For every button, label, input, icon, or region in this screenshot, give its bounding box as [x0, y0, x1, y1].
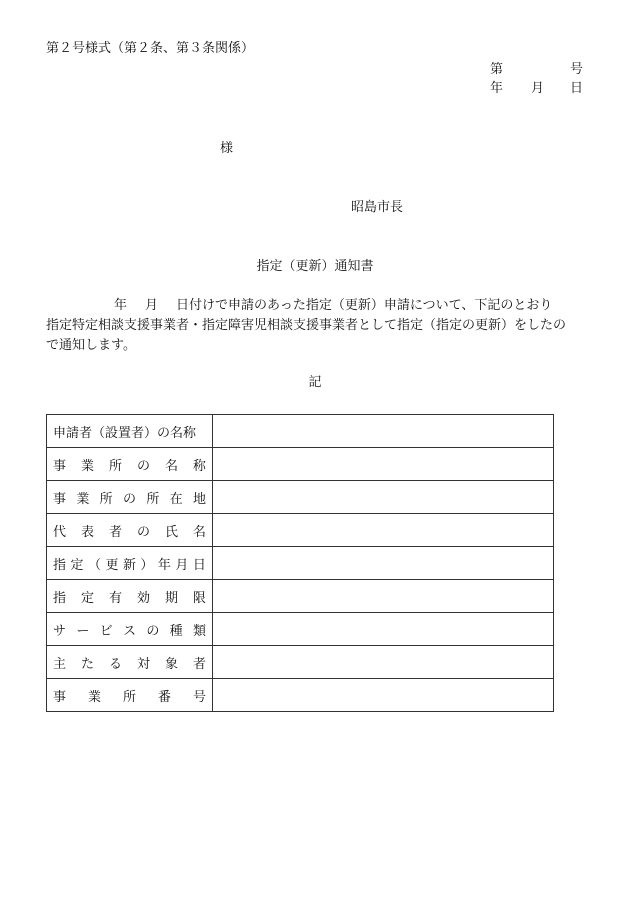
row-label-cell — [47, 415, 213, 448]
row-value-cell[interactable] — [213, 646, 554, 679]
row-label: 申請者（設置者）の名称 — [53, 425, 197, 441]
row-label-cell — [47, 448, 213, 481]
row-label: 指 定 （ 更 新 ） 年 月 日 — [53, 557, 206, 573]
row-label-cell — [47, 547, 213, 580]
body-line-1-rest: 日付けで申請のあった指定（更新）申請について、下記のとおり — [176, 298, 553, 313]
ki-heading: 記 — [308, 375, 322, 390]
date-year-label: 年 — [490, 81, 504, 96]
row-value-cell[interactable] — [213, 481, 554, 514]
body-line-3: で通知します。 — [46, 338, 136, 353]
row-value-cell[interactable] — [213, 613, 554, 646]
date-month-label: 月 — [531, 81, 545, 96]
doc-number-suffix: 号 — [570, 62, 584, 77]
body-month: 月 — [145, 298, 159, 313]
body-text — [46, 296, 586, 356]
table-row — [47, 646, 554, 679]
issuer-name: 昭島市長 — [351, 200, 404, 215]
row-label: 指 定 有 効 期 限 — [53, 590, 206, 606]
row-label: 主 た る 対 象 者 — [53, 656, 206, 672]
table-row — [47, 448, 554, 481]
row-label: 事 業 所 の 名 称 — [53, 458, 206, 474]
row-value-cell[interactable] — [213, 580, 554, 613]
body-line-2: 指定特定相談支援事業者・指定障害児相談支援事業者として指定（指定の更新）をしたの — [46, 318, 567, 333]
details-table — [46, 414, 554, 712]
table-row — [47, 547, 554, 580]
row-label-cell — [47, 679, 213, 712]
row-value-cell[interactable] — [213, 514, 554, 547]
row-value-cell[interactable] — [213, 547, 554, 580]
table-row — [47, 481, 554, 514]
row-label: サ ー ビ ス の 種 類 — [53, 623, 206, 639]
table-row — [47, 613, 554, 646]
doc-number-label: 第 — [490, 62, 504, 77]
table-row — [47, 514, 554, 547]
table-row — [47, 679, 554, 712]
table-row — [47, 580, 554, 613]
form-number: 第２号様式（第２条、第３条関係） — [46, 41, 255, 56]
row-value-cell[interactable] — [213, 448, 554, 481]
date-day-label: 日 — [570, 81, 584, 96]
document-title: 指定（更新）通知書 — [256, 259, 374, 274]
addressee-suffix: 様 — [220, 141, 234, 156]
table-row — [47, 415, 554, 448]
row-label: 代 表 者 の 氏 名 — [53, 524, 206, 540]
row-value-cell[interactable] — [213, 415, 554, 448]
row-label-cell — [47, 481, 213, 514]
row-label: 事 業 所 の 所 在 地 — [53, 491, 206, 507]
row-label-cell — [47, 580, 213, 613]
body-year: 年 — [114, 298, 128, 313]
row-label-cell — [47, 613, 213, 646]
row-value-cell[interactable] — [213, 679, 554, 712]
row-label-cell — [47, 514, 213, 547]
row-label: 事 業 所 番 号 — [53, 689, 206, 705]
body-line-1 — [46, 296, 586, 316]
row-label-cell — [47, 646, 213, 679]
